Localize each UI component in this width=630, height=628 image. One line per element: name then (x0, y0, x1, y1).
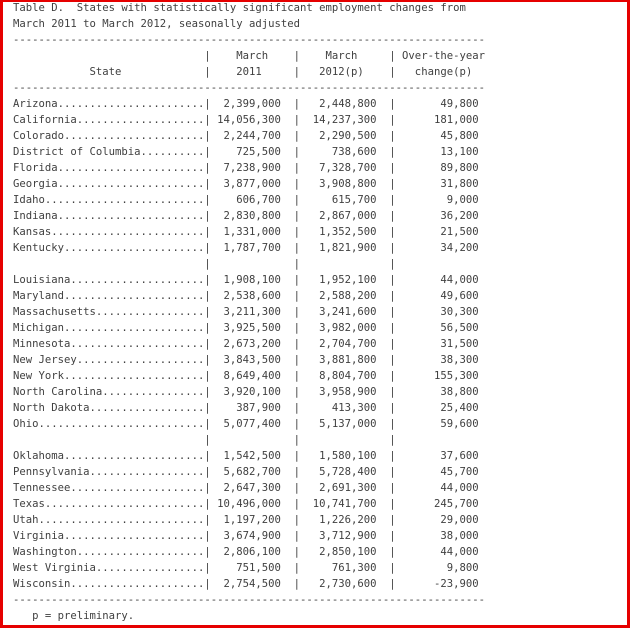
table-row: Oklahoma......................| 1,542,500 | 1,580,100 | 37,600 (13, 450, 485, 462)
table-row: Idaho.........................| 606,700 | 615,700 | 9,000 (13, 194, 485, 206)
column-header-row: | March | March | Over-the-year (13, 50, 485, 62)
table-row: North Dakota..................| 387,900 | 413,300 | 25,400 (13, 402, 485, 414)
footnote: p = preliminary. (13, 610, 135, 622)
rule-line: -------------------------------------------------------------------------- (13, 34, 485, 46)
table-row: Virginia......................| 3,674,900 | 3,712,900 | 38,000 (13, 530, 485, 542)
table-row: Texas.........................| 10,496,000 | 10,741,700 | 245,700 (13, 498, 485, 510)
blank-row: | | | (13, 258, 396, 270)
table-row: Kentucky......................| 1,787,700 | 1,821,900 | 34,200 (13, 242, 485, 254)
table-row: Georgia.......................| 3,877,000 | 3,908,800 | 31,800 (13, 178, 485, 190)
table-row: Massachusetts.................| 3,211,300 | 3,241,600 | 30,300 (13, 306, 485, 318)
table-row: Colorado......................| 2,244,700 | 2,290,500 | 45,800 (13, 130, 485, 142)
rule-line: -------------------------------------------------------------------------- (13, 82, 485, 94)
table-row: Ohio..........................| 5,077,400 | 5,137,000 | 59,600 (13, 418, 485, 430)
table-title-line: Table D. States with statistically significant employment changes from (13, 2, 466, 14)
table-row: North Carolina................| 3,920,100 | 3,958,900 | 38,800 (13, 386, 485, 398)
column-header-row: State | 2011 | 2012(p) | change(p) (13, 66, 485, 78)
table-row: New York......................| 8,649,400 | 8,804,700 | 155,300 (13, 370, 485, 382)
table-row: Kansas........................| 1,331,000 | 1,352,500 | 21,500 (13, 226, 485, 238)
blank-row: | | | (13, 434, 396, 446)
employment-changes-table (13, 0, 485, 624)
table-row: Michigan......................| 3,925,500 | 3,982,000 | 56,500 (13, 322, 485, 334)
table-row: West Virginia.................| 751,500 | 761,300 | 9,800 (13, 562, 485, 574)
table-row: Maryland......................| 2,538,600 | 2,588,200 | 49,600 (13, 290, 485, 302)
table-row: Utah..........................| 1,197,200 | 1,226,200 | 29,000 (13, 514, 485, 526)
table-row: Indiana.......................| 2,830,800 | 2,867,000 | 36,200 (13, 210, 485, 222)
table-row: District of Columbia..........| 725,500 | 738,600 | 13,100 (13, 146, 485, 158)
table-row: California....................| 14,056,300 | 14,237,300 | 181,000 (13, 114, 485, 126)
rule-line: -------------------------------------------------------------------------- (13, 594, 485, 606)
table-row: Arizona.......................| 2,399,000 | 2,448,800 | 49,800 (13, 98, 485, 110)
table-row: Florida.......................| 7,238,900 | 7,328,700 | 89,800 (13, 162, 485, 174)
table-title-line: March 2011 to March 2012, seasonally adjusted (13, 18, 301, 30)
table-row: Pennsylvania..................| 5,682,700 | 5,728,400 | 45,700 (13, 466, 485, 478)
table-row: New Jersey....................| 3,843,500 | 3,881,800 | 38,300 (13, 354, 485, 366)
table-row: Wisconsin.....................| 2,754,500 | 2,730,600 | -23,900 (13, 578, 485, 590)
table-row: Tennessee.....................| 2,647,300 | 2,691,300 | 44,000 (13, 482, 485, 494)
table-row: Louisiana.....................| 1,908,100 | 1,952,100 | 44,000 (13, 274, 485, 286)
table-row: Minnesota.....................| 2,673,200 | 2,704,700 | 31,500 (13, 338, 485, 350)
table-row: Washington....................| 2,806,100 | 2,850,100 | 44,000 (13, 546, 485, 558)
